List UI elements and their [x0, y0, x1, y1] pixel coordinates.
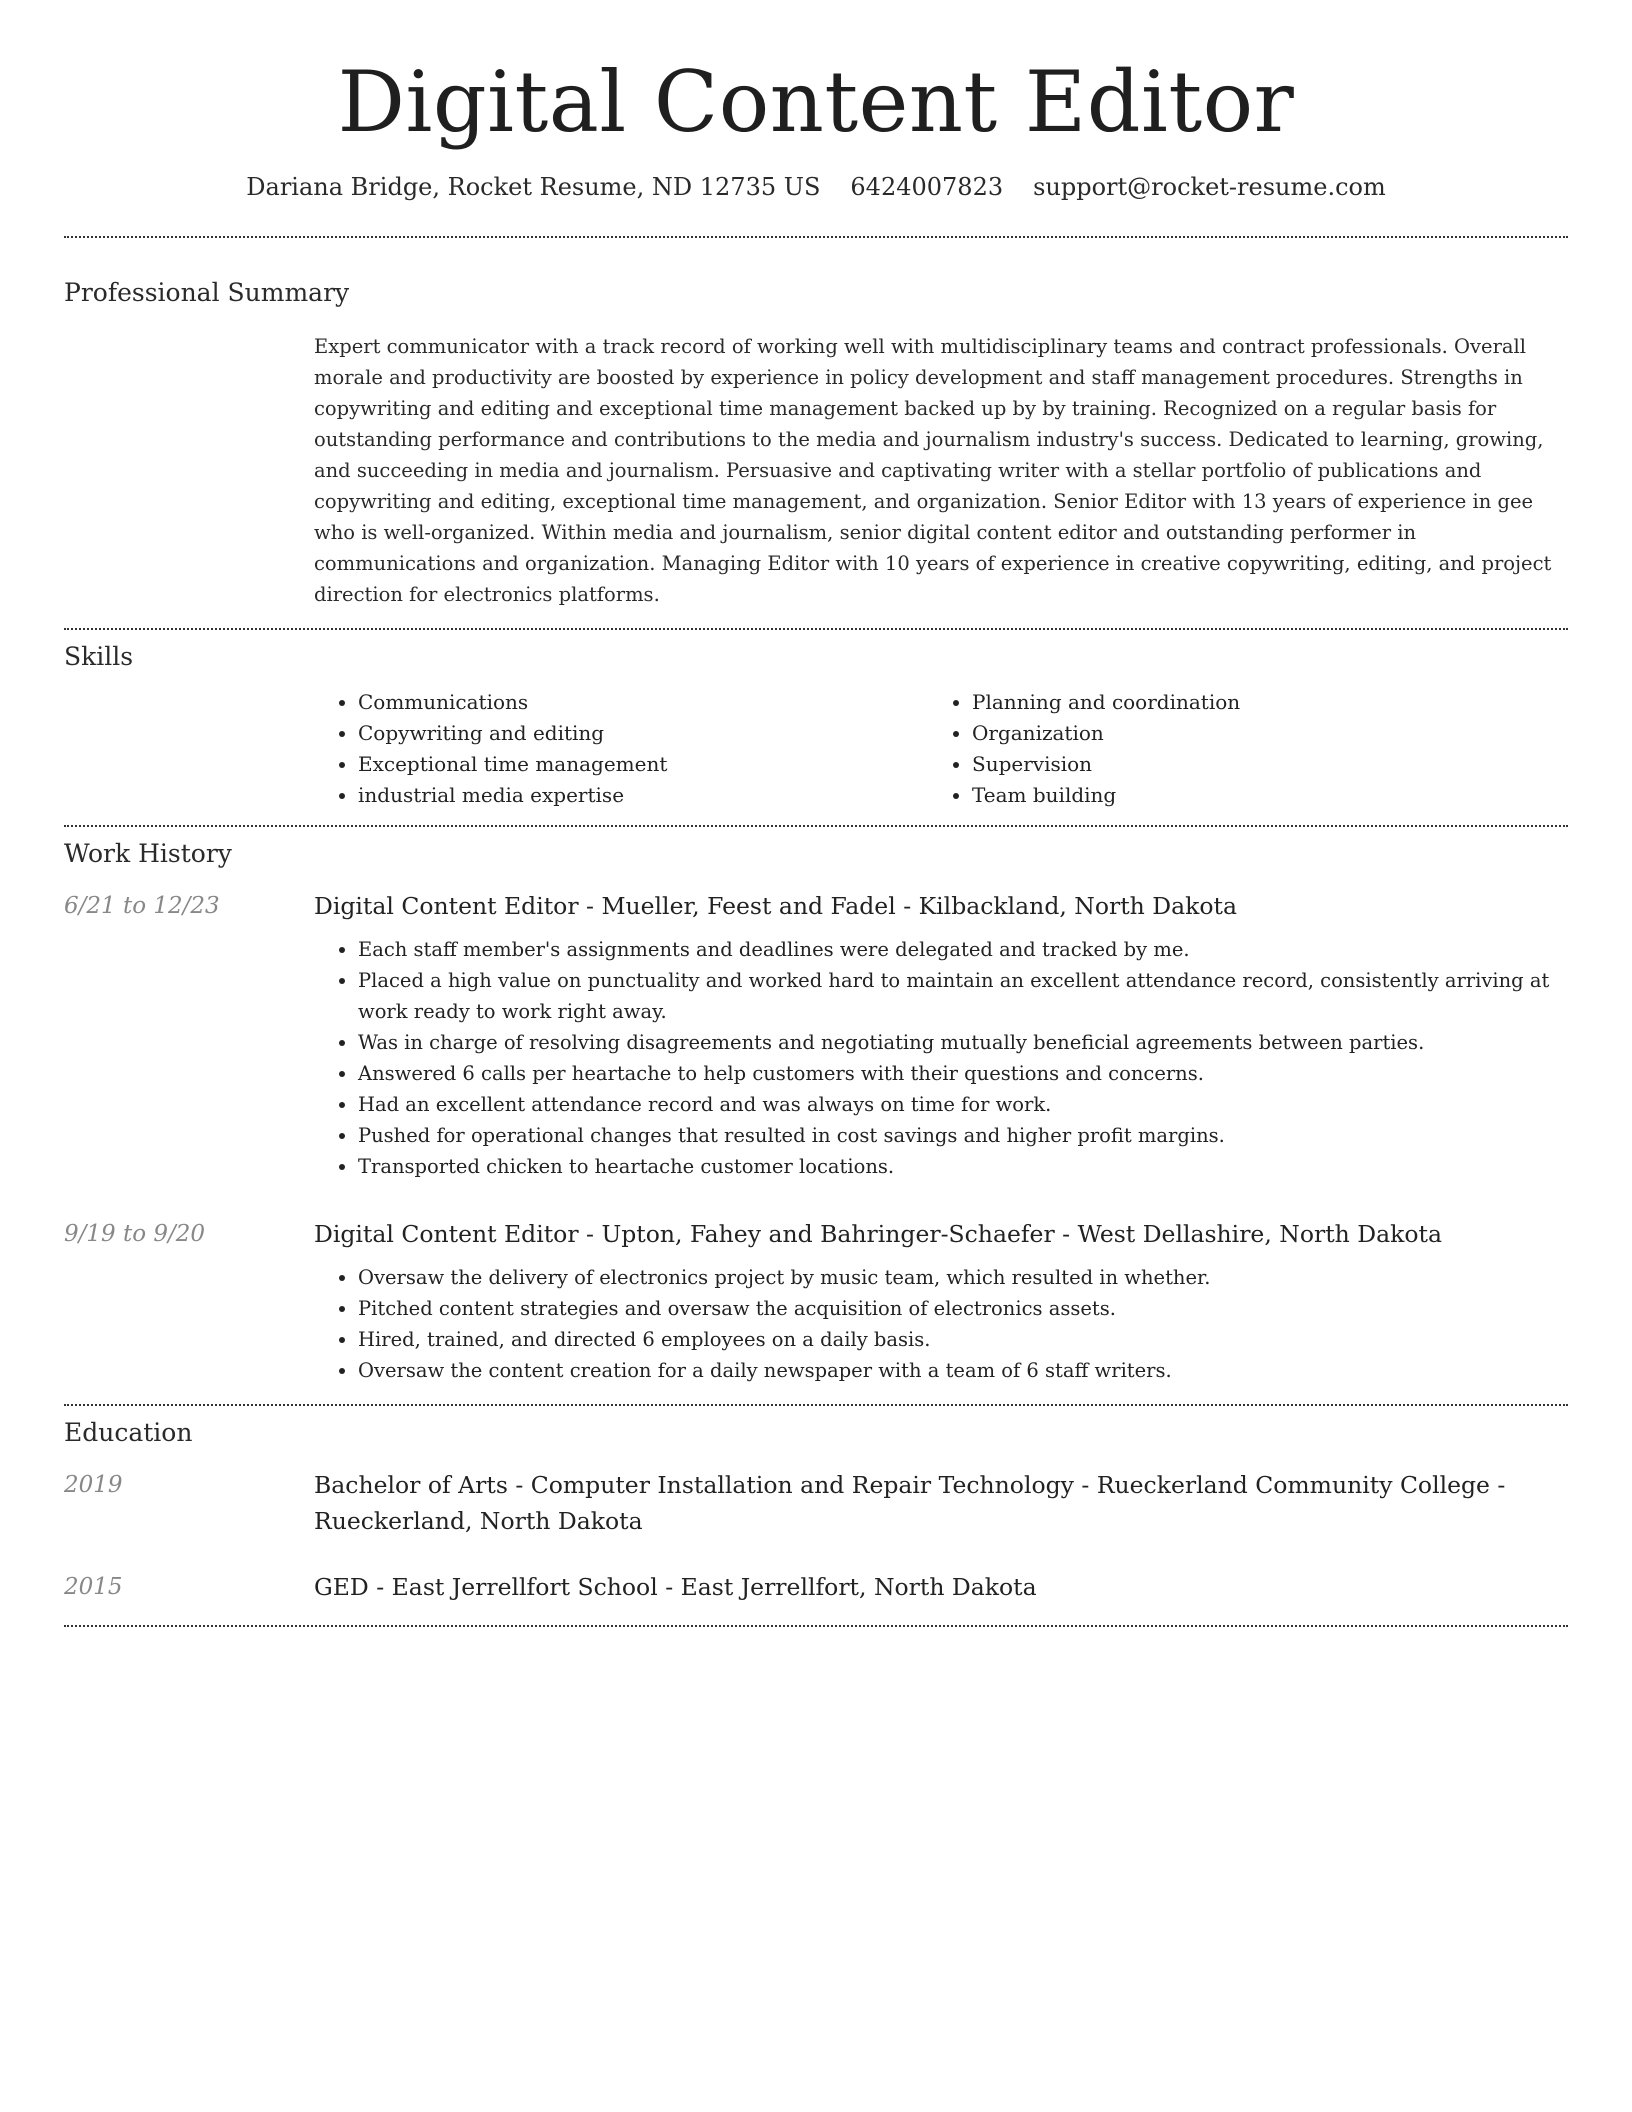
job-bullet: • Hired, trained, and directed 6 employees on a daily basis. [358, 1324, 1568, 1355]
skills-heading: Skills [64, 641, 134, 671]
resume-title: Digital Content Editor [337, 53, 1295, 151]
work-history-heading: Work History [64, 838, 232, 868]
job-bullet: • Oversaw the content creation for a daily newspaper with a team of 6 staff writers. [358, 1355, 1568, 1386]
section-divider [64, 236, 1568, 238]
contact-phone: 6424007823 [850, 173, 1004, 202]
education-entry [64, 1569, 1568, 1605]
job-bullet: • Pitched content strategies and oversaw the acquisition of electronics assets. [358, 1293, 1568, 1324]
education-heading: Education [64, 1417, 193, 1447]
skill-item: • Exceptional time management [358, 749, 928, 780]
skills-section [64, 642, 1568, 811]
job-bullet: • Had an excellent attendance record and was always on time for work. [358, 1089, 1568, 1120]
job-bullet: • Answered 6 calls per heartache to help customers with their questions and concerns. [358, 1058, 1568, 1089]
summary-section [64, 278, 1568, 610]
job-entry [64, 888, 1568, 1182]
contact-email: support@rocket-resume.com [1033, 173, 1386, 202]
job-bullet: • Transported chicken to heartache customer locations. [358, 1151, 1568, 1182]
job-title: Digital Content Editor - Mueller, Feest and Fadel - Kilbackland, North Dakota [314, 891, 1237, 920]
skill-item: • industrial media expertise [358, 780, 928, 811]
job-bullet: • Oversaw the delivery of electronics project by music team, which resulted in whether. [358, 1262, 1568, 1293]
job-dates: 9/19 to 9/20 [64, 1220, 206, 1247]
contact-address: Dariana Bridge, Rocket Resume, ND 12735 US [246, 173, 821, 202]
education-year: 2019 [64, 1471, 123, 1498]
skills-list [314, 687, 1568, 811]
job-entry [64, 1216, 1568, 1386]
contact-line [64, 172, 1568, 203]
resume-page [64, 0, 1568, 1627]
job-bullets [314, 1262, 1568, 1386]
section-divider [64, 628, 1568, 630]
education-entry [64, 1467, 1568, 1539]
summary-heading: Professional Summary [64, 277, 350, 307]
skills-column-left [314, 687, 928, 811]
education-year: 2015 [64, 1573, 123, 1600]
job-bullet: • Was in charge of resolving disagreements and negotiating mutually beneficial agreements between parties. [358, 1027, 1568, 1058]
job-title: Digital Content Editor - Upton, Fahey and Bahringer-Schaefer - West Dellashire, North Dakota [314, 1219, 1442, 1248]
skill-item: • Team building [972, 780, 1542, 811]
education-title: GED - East Jerrellfort School - East Jerrellfort, North Dakota [314, 1572, 1037, 1601]
section-divider [64, 825, 1568, 827]
job-bullets [314, 934, 1568, 1182]
section-divider [64, 1404, 1568, 1406]
skill-item: • Communications [358, 687, 928, 718]
job-bullet: • Each staff member's assignments and deadlines were delegated and tracked by me. [358, 934, 1568, 965]
skill-item: • Copywriting and editing [358, 718, 928, 749]
work-history-section [64, 839, 1568, 1386]
skill-item: • Planning and coordination [972, 687, 1542, 718]
skill-item: • Supervision [972, 749, 1542, 780]
job-bullet: • Pushed for operational changes that resulted in cost savings and higher profit margins. [358, 1120, 1568, 1151]
summary-text: Expert communicator with a track record of working well with multidisciplinary teams and contract professionals. Overall morale and productivity are boosted by experience in policy development and staff management procedures. Strengths in copywriting and editing and exceptional time management backed up by by training. Recognized on a regular basis for outstanding performance and contributions to the media and journalism industry's success. Dedicated to learning, growing, and succeeding in media and journalism. Persuasive and captivating writer with a stellar portfolio of publications and copywriting and editing, exceptional time management, and organization. Senior Editor with 13 years of experience in gee who is well-organized. Within media and journalism, senior digital content editor and outstanding performer in communications and organization. Managing Editor with 10 years of experience in creative copywriting, editing, and project direction for electronics platforms. [314, 334, 1552, 606]
education-title: Bachelor of Arts - Computer Installation and Repair Technology - Rueckerland Community College - Rueckerland, North Dakota [314, 1470, 1506, 1535]
job-dates: 6/21 to 12/23 [64, 892, 220, 919]
section-divider [64, 1625, 1568, 1627]
skill-item: • Organization [972, 718, 1542, 749]
education-section [64, 1418, 1568, 1605]
skills-column-right [928, 687, 1542, 811]
job-bullet: • Placed a high value on punctuality and worked hard to maintain an excellent attendance record, consistently arriving at work ready to work right away. [358, 965, 1568, 1027]
